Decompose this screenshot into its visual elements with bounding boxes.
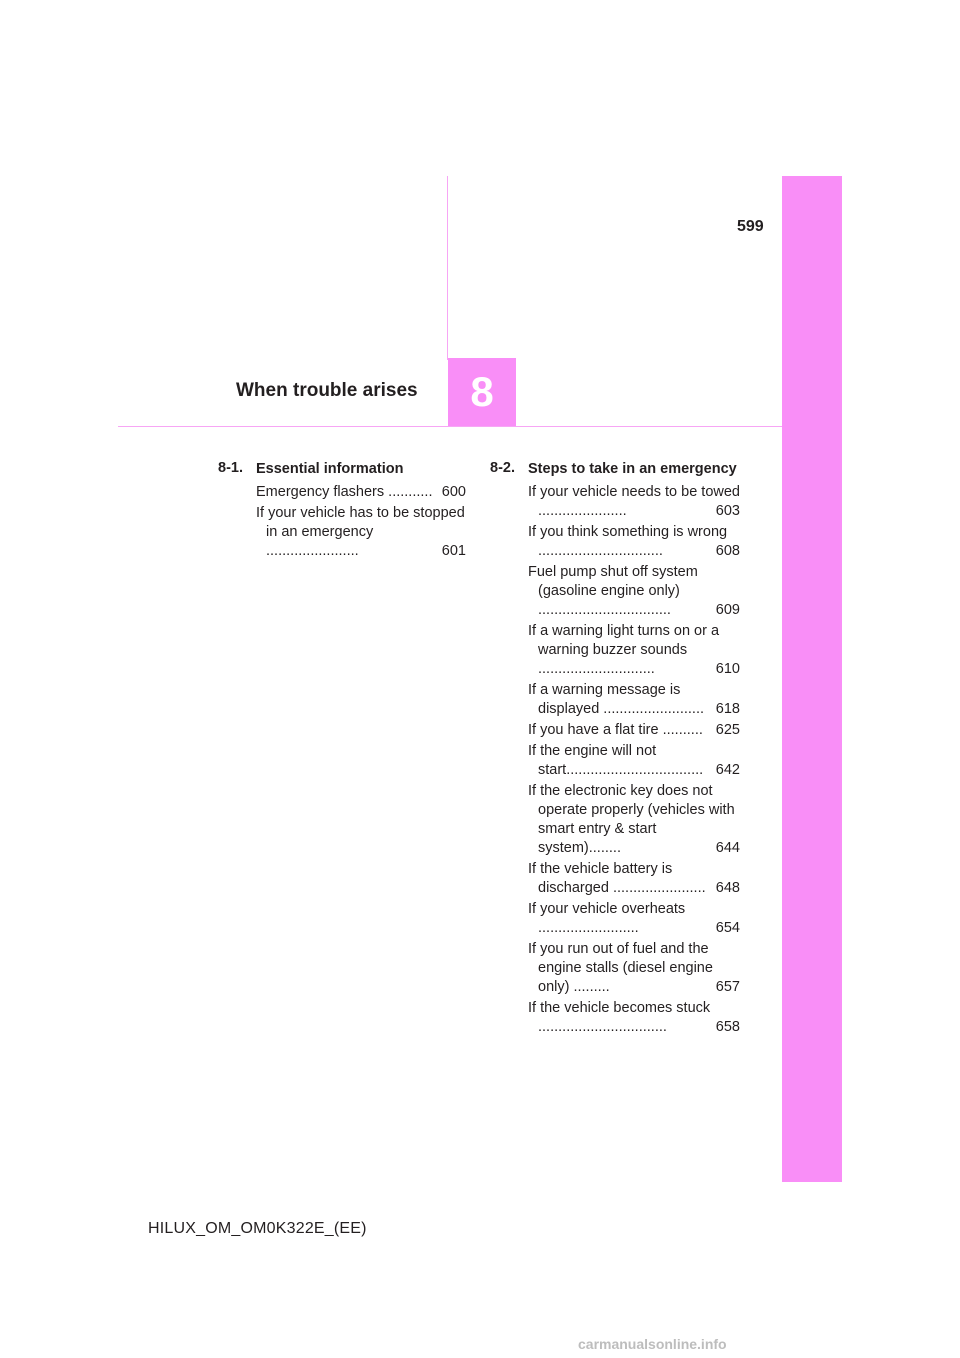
toc-entry-page: 625 xyxy=(715,722,740,738)
toc-entry-page: 618 xyxy=(715,701,740,717)
toc-entry[interactable] xyxy=(528,742,740,780)
toc-entry-text: If the vehicle battery is discharged ....................... xyxy=(528,861,706,896)
toc-entry-page: 601 xyxy=(441,543,466,559)
toc-entry-text: If you have a flat tire .......... xyxy=(528,722,703,738)
toc-entry[interactable] xyxy=(528,681,740,719)
toc-entry[interactable] xyxy=(528,900,740,938)
section-number: 8-1. xyxy=(218,460,243,476)
toc-entry-page: 603 xyxy=(715,503,740,519)
toc-entry-text: Emergency flashers ........... xyxy=(256,484,433,500)
toc-entry[interactable] xyxy=(528,622,740,679)
toc-entry[interactable] xyxy=(528,999,740,1037)
toc-entry[interactable] xyxy=(256,483,466,502)
toc-entry-text: If the electronic key does not operate properly (vehicles with smart entry & start system)........ xyxy=(528,783,735,856)
toc-entry-text: If your vehicle overheats ......................... xyxy=(528,901,686,936)
watermark-logo: carmanualsonline.info xyxy=(578,1336,727,1352)
toc-entry-page: 644 xyxy=(715,840,740,856)
toc-entry-page: 600 xyxy=(441,484,466,500)
section-title: Steps to take in an emergency xyxy=(528,461,737,477)
toc-entry-text: If your vehicle needs to be towed ...................... xyxy=(528,484,740,519)
toc-left-column xyxy=(218,460,466,563)
toc-entry-list xyxy=(256,483,466,561)
toc-entry-page: 609 xyxy=(715,602,740,618)
chapter-title: When trouble arises xyxy=(236,380,418,401)
toc-entry-text: If you run out of fuel and the engine stalls (diesel engine only) ......... xyxy=(528,941,713,995)
toc-entry[interactable] xyxy=(528,782,740,858)
toc-entry-text: If the vehicle becomes stuck ................................ xyxy=(528,1000,711,1035)
toc-entry[interactable] xyxy=(528,940,740,997)
toc-section xyxy=(490,460,740,1037)
toc-right-column xyxy=(490,460,740,1039)
horizontal-rule xyxy=(118,426,782,427)
toc-entry-text: If a warning message is displayed ......................... xyxy=(528,682,705,717)
section-number: 8-2. xyxy=(490,460,515,476)
toc-entry-page: 610 xyxy=(715,661,740,677)
toc-entry-text: If the engine will not start.................................. xyxy=(528,743,704,778)
toc-entry-page: 642 xyxy=(715,762,740,778)
vertical-rule xyxy=(447,176,448,360)
toc-entry[interactable] xyxy=(528,860,740,898)
document-code-footer: HILUX_OM_OM0K322E_(EE) xyxy=(148,1220,367,1237)
toc-entry-text: If your vehicle has to be stopped in an emergency ....................... xyxy=(256,505,465,559)
toc-entry-text: If you think something is wrong ............................... xyxy=(528,524,728,559)
toc-entry[interactable] xyxy=(528,523,740,561)
section-title: Essential information xyxy=(256,461,404,477)
toc-entry[interactable] xyxy=(528,563,740,620)
toc-entry-page: 648 xyxy=(715,880,740,896)
page-number: 599 xyxy=(737,218,764,235)
chapter-number-badge: 8 xyxy=(448,358,516,426)
toc-entry-page: 654 xyxy=(715,920,740,936)
toc-entry-list xyxy=(528,483,740,1037)
toc-entry-page: 658 xyxy=(715,1019,740,1035)
toc-section xyxy=(218,460,466,561)
toc-entry-page: 657 xyxy=(715,979,740,995)
toc-entry[interactable] xyxy=(528,483,740,521)
toc-entry-text: If a warning light turns on or a warning buzzer sounds ............................. xyxy=(528,623,720,677)
chapter-side-tab xyxy=(782,176,842,1182)
toc-entry[interactable] xyxy=(256,504,466,561)
toc-entry-text: Fuel pump shut off system (gasoline engine only) ................................. xyxy=(528,564,698,618)
toc-entry[interactable] xyxy=(528,721,740,740)
toc-entry-page: 608 xyxy=(715,543,740,559)
